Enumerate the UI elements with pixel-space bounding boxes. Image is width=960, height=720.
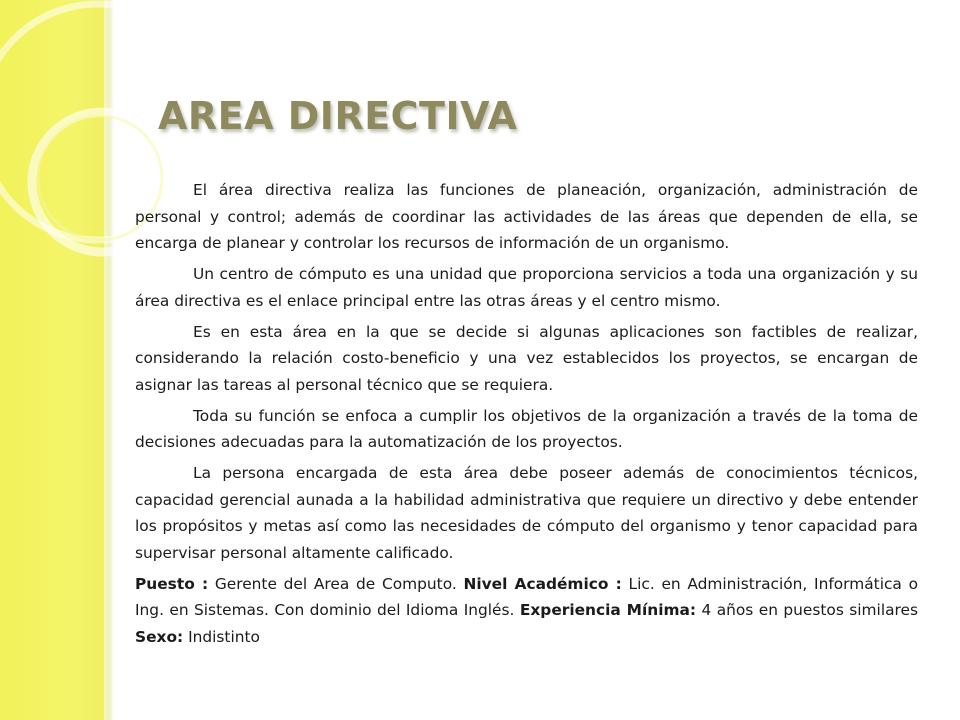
puesto-value: Gerente del Area de Computo. <box>208 574 464 593</box>
experiencia-value: 4 años en puestos similares <box>696 601 918 619</box>
experiencia-label: Experiencia Mínima: <box>519 601 697 619</box>
slide-body <box>135 177 918 655</box>
paragraph-2: Un centro de cómputo es una unidad que proporciona servicios a toda una organización y su área directiva es el enlace principal entre las otras áreas y el centro mismo. <box>135 265 918 310</box>
slide-title: AREA DIRECTIVA <box>158 94 518 138</box>
nivel-academico-label: Nivel Académico : <box>463 574 622 593</box>
puesto-label: Puesto : <box>135 574 209 593</box>
paragraph-1: El área directiva realiza las funciones de planeación, organización, administración de personal y control; además de coordinar las actividades de las áreas que dependen de ella, se encarga de planear y controlar los recursos de información de un organismo. <box>135 181 918 252</box>
paragraph-4: Toda su función se enfoca a cumplir los objetivos de la organización a través de la toma de decisiones adecuadas para la automatización de los proyectos. <box>135 406 918 451</box>
paragraph-5: La persona encargada de esta área debe poseer además de conocimientos técnicos, capacidad gerencial aunada a la habilidad administrativa que requiere un directivo y debe entender los propósitos y metas así como las necesidades de cómputo del organismo y tenor capacidad para supervisar personal altamente calificado. <box>135 464 918 562</box>
nivel-academico-value: Lic. en Administración, Informática o Ing. en Sistemas. Con dominio del Idioma Inglés. <box>135 574 918 619</box>
sexo-value: Indistinto <box>183 627 260 646</box>
sexo-label: Sexo: <box>135 627 184 646</box>
paragraph-3: Es en esta área en la que se decide si algunas aplicaciones son factibles de realizar, considerando la relación costo-beneficio y una vez establecidos los proyectos, se encargan de asignar las tareas al personal técnico que se requiera. <box>135 322 918 394</box>
job-details <box>135 571 918 651</box>
